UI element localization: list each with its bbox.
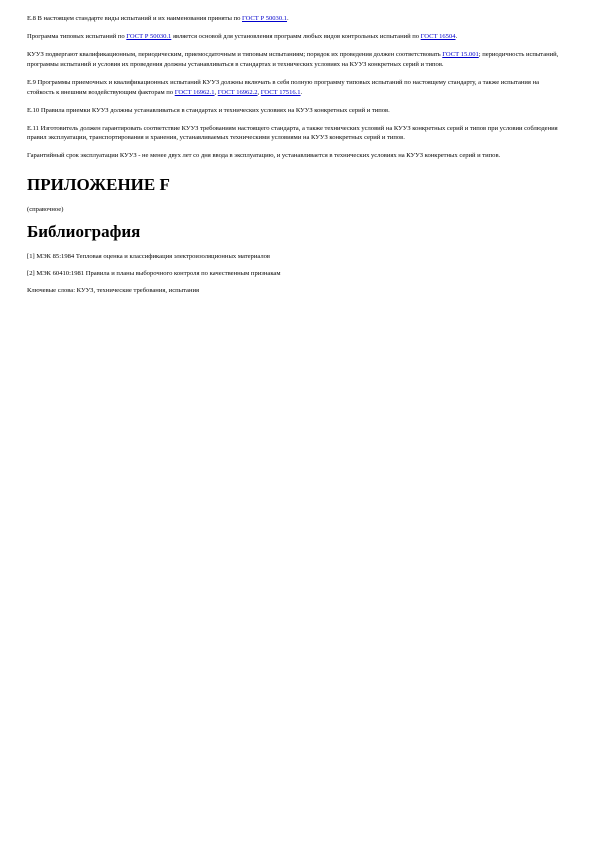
annex-status: (справочное) bbox=[27, 206, 64, 214]
paragraph-text: КУУЗ подвергают квалификационным, периодическим, приемосдаточным и типовым испытаниям; порядок их проведения должен соответствовать bbox=[27, 50, 443, 58]
paragraph-text: Программа типовых испытаний по bbox=[27, 32, 127, 40]
keywords: Ключевые слова: КУУЗ, технические требования, испытания bbox=[27, 287, 200, 295]
link-gost-r-50030-1[interactable]: ГОСТ Р 50030.1 bbox=[126, 32, 172, 40]
separator: , bbox=[214, 88, 218, 96]
paragraph-kuuz-tests bbox=[27, 50, 568, 70]
bibliography-title: Библиография bbox=[27, 222, 141, 242]
link-gost-15-001[interactable]: ГОСТ 15.001 bbox=[442, 50, 479, 58]
paragraph-text: Е.8 В настоящем стандарте виды испытаний и их наименования приняты по bbox=[27, 15, 242, 22]
bibliography-item: [1] МЭК 85:1984 Тепловая оценка и классификация электроизоляционных материалов bbox=[27, 253, 271, 261]
link-gost-16962-2[interactable]: ГОСТ 16962.2 bbox=[217, 88, 258, 96]
paragraph-e11: Е.11 Изготовитель должен гарантировать соответствие КУУЗ требованиям настоящего стандарта, а также технических условий на КУУЗ конкретных серий и типов при условии соблюдения правил эксплуатации, транспортирования и хранения, устанавливаемых техническими условиями на КУУЗ конкретных серий и типов. bbox=[27, 124, 558, 142]
separator: , bbox=[257, 88, 261, 96]
paragraph-end: . bbox=[455, 32, 458, 40]
paragraph-text: является основой для установления программ любых видов контрольных испытаний по bbox=[171, 32, 421, 40]
bibliography-item: [2] МЭК 60410:1981 Правила и планы выборочного контроля по качественным признакам bbox=[27, 270, 281, 278]
paragraph-end: . bbox=[300, 88, 303, 96]
paragraph-text: ; периодичность испытаний, программы испытаний и условия их проведения должны устанавливаться в стандартах и технических условиях на КУУЗ конкретных серий и типов. bbox=[27, 50, 559, 68]
paragraph-e9 bbox=[27, 78, 568, 98]
paragraph-typical-tests bbox=[27, 32, 568, 42]
link-gost-16962-1[interactable]: ГОСТ 16962.1 bbox=[174, 88, 215, 96]
paragraph-e10: Е.10 Правила приемки КУУЗ должны устанавливаться в стандартах и технических условиях на КУУЗ конкретных серий и типов. bbox=[27, 106, 390, 114]
annex-title: ПРИЛОЖЕНИЕ F bbox=[27, 175, 170, 195]
paragraph-e8 bbox=[27, 14, 568, 24]
paragraph-warranty: Гарантийный срок эксплуатации КУУЗ - не менее двух лет со дня ввода в эксплуатацию, и устанавливается в технических условиях на КУУЗ конкретных серий и типов. bbox=[27, 152, 501, 160]
paragraph-end: . bbox=[287, 15, 289, 22]
link-gost-16504[interactable]: ГОСТ 16504 bbox=[420, 32, 456, 40]
link-gost-r-50030-1[interactable]: ГОСТ Р 50030.1 bbox=[241, 15, 288, 22]
link-gost-17516-1[interactable]: ГОСТ 17516.1 bbox=[260, 88, 301, 96]
paragraph-text: Е.9 Программы приемочных и квалификационных испытаний КУУЗ должны включать в себя полную программу типовых испытаний по настоящему стандарту, а также испытания на стойкость к внешним воздействующим факторам по bbox=[27, 78, 539, 96]
